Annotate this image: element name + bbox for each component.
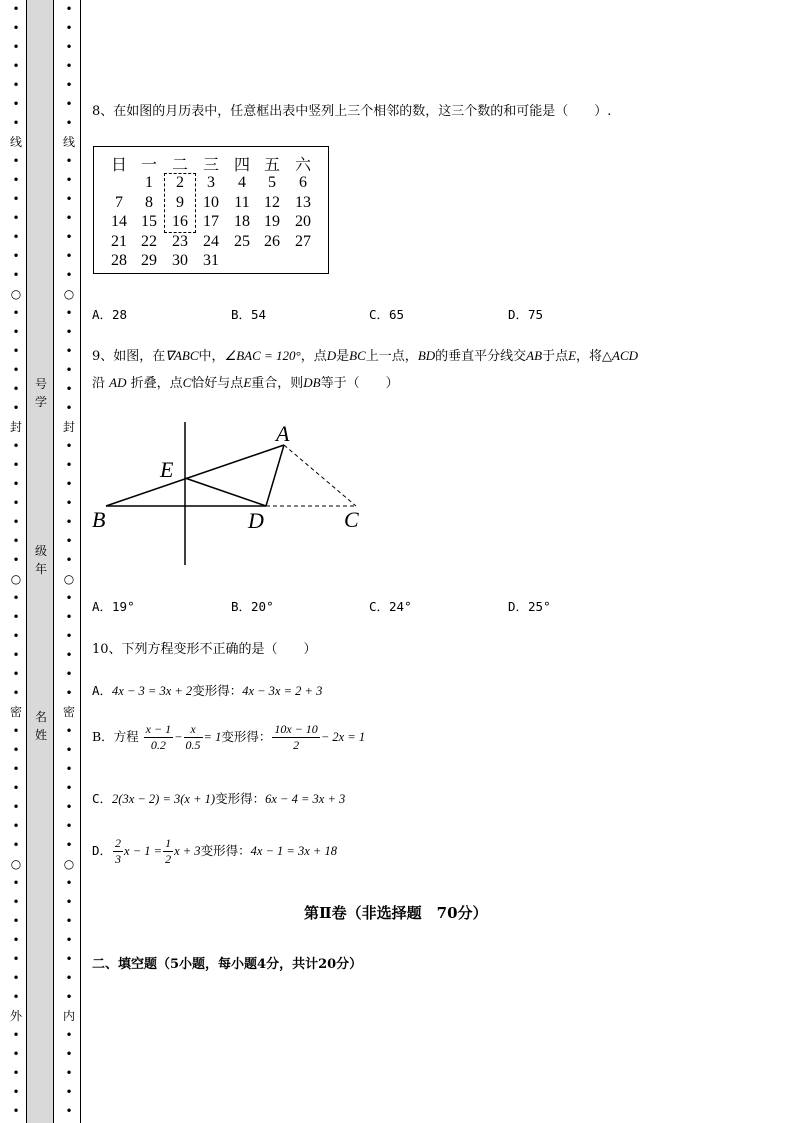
- fill-in-section-heading: 二、填空题（5小题，每小题4分，共计20分）: [92, 957, 363, 972]
- calendar-day-cell: 4: [238, 174, 246, 191]
- calendar-day-cell: 12: [264, 193, 280, 211]
- calendar-day-cell: 3: [207, 174, 215, 191]
- seal-dot: •: [65, 1028, 73, 1042]
- calendar-day-cell: 25: [234, 232, 250, 250]
- seal-dot: •: [65, 781, 73, 795]
- seal-dot: •: [12, 876, 20, 890]
- seal-dot: •: [12, 838, 20, 852]
- q10-option-a[interactable]: A．4x − 3 = 3x + 2变形得：4x − 3x = 2 + 3: [92, 683, 323, 698]
- seal-dot: •: [65, 686, 73, 700]
- calendar-day-cell: 14: [111, 213, 127, 230]
- seal-dot: •: [65, 401, 73, 415]
- calendar-header-cell: 五: [263, 157, 280, 174]
- calendar-day-cell: 21: [111, 232, 127, 250]
- seal-dot: •: [65, 648, 73, 662]
- calendar-day-cell: 28: [111, 252, 127, 269]
- seal-dot: •: [65, 325, 73, 339]
- seal-dot: •: [12, 40, 20, 54]
- seal-dot: •: [12, 344, 20, 358]
- seal-dot: •: [12, 211, 20, 225]
- q8-option-a[interactable]: A．28: [92, 307, 128, 322]
- seal-char: 密: [9, 705, 22, 719]
- seal-dot: •: [65, 477, 73, 491]
- calendar-header-cell: 四: [233, 157, 250, 174]
- seal-dot: •: [12, 648, 20, 662]
- seal-dot: •: [12, 781, 20, 795]
- seal-dot: •: [65, 40, 73, 54]
- seal-char: ○: [10, 857, 22, 871]
- calendar-day-cell: 24: [203, 232, 219, 250]
- seal-char: 封: [9, 420, 22, 434]
- q10-option-d[interactable]: D． $\frac{2}{3}$ x − 1 = $\frac{1}{2}$ x + 3变形得：4x − 1 = 3x + 18: [92, 836, 337, 866]
- calendar-day-cell: 16: [172, 213, 188, 230]
- seal-dot: •: [65, 439, 73, 453]
- q9-option-b[interactable]: B．20°: [231, 599, 274, 614]
- seal-dot: •: [65, 534, 73, 548]
- calendar-day-cell: 23: [172, 232, 188, 250]
- segment-ad: [266, 445, 284, 506]
- label-b: B: [92, 507, 106, 532]
- q9-option-d[interactable]: D．25°: [508, 599, 551, 614]
- seal-dot: •: [12, 1028, 20, 1042]
- seal-dot: •: [12, 686, 20, 700]
- label-d: D: [248, 508, 264, 533]
- seal-dot: •: [65, 933, 73, 947]
- calendar-day-cell: 27: [295, 232, 311, 250]
- question-9-line-2: 沿 AD 折叠，点C恰好与点E重合，则DB等于（ ）: [92, 375, 399, 391]
- label-a: A: [276, 421, 290, 446]
- calendar-day-cell: 20: [295, 213, 311, 230]
- left-seal-column: [9, 0, 23, 1121]
- segment-ba: [106, 445, 284, 506]
- calendar-header-cell: 日: [110, 157, 127, 174]
- question-10-text: 10、下列方程变形不正确的是（ ）: [92, 642, 317, 657]
- seal-dot: •: [65, 154, 73, 168]
- seal-dot: •: [65, 230, 73, 244]
- seal-dot: •: [65, 1085, 73, 1099]
- calendar-dashed-frame: [164, 173, 196, 233]
- seal-dot: •: [65, 382, 73, 396]
- calendar-day-cell: 10: [203, 193, 219, 211]
- question-8-text: 8、在如图的月历表中，任意框出表中竖列上三个相邻的数，这三个数的和可能是（ ）.: [92, 104, 612, 119]
- seal-dot: •: [12, 154, 20, 168]
- seal-dot: •: [65, 667, 73, 681]
- seal-dot: •: [12, 496, 20, 510]
- seal-dot: •: [12, 21, 20, 35]
- calendar-day-cell: 30: [172, 252, 188, 269]
- seal-dot: •: [65, 2, 73, 16]
- seal-dot: •: [12, 1085, 20, 1099]
- seal-dot: •: [65, 952, 73, 966]
- label-e: E: [160, 457, 174, 482]
- seal-dot: •: [12, 230, 20, 244]
- calendar-day-cell: 19: [264, 213, 280, 230]
- calendar-day-cell: 1: [145, 174, 153, 191]
- question-9-line-1: 9、如图，在∇ABC中，∠BAC = 120°，点D是BC上一点，BD的垂直平分线交AB于点E，将△ACD: [92, 348, 639, 364]
- right-seal-column: [62, 0, 76, 1121]
- seal-char: ○: [10, 287, 22, 301]
- seal-dot: •: [12, 1066, 20, 1080]
- seal-char: 线: [62, 135, 75, 149]
- seal-dot: •: [12, 610, 20, 624]
- seal-dot: •: [65, 515, 73, 529]
- seal-dot: •: [12, 78, 20, 92]
- seal-char: 线: [9, 135, 22, 149]
- margin-rule: [80, 0, 81, 1123]
- calendar-day-cell: 9: [176, 193, 184, 211]
- seal-dot: •: [65, 78, 73, 92]
- seal-dot: •: [65, 116, 73, 130]
- q8-option-c[interactable]: C．65: [369, 307, 405, 322]
- seal-char: 密: [62, 705, 75, 719]
- q10-option-b[interactable]: B．方程 $\frac{x - 1}{0.2}$ − $\frac{x}{0.5}$ = 1变形得： $\frac{10x - 10}{2}$ − 2x = 1: [92, 722, 366, 752]
- seal-dot: •: [12, 249, 20, 263]
- q8-option-d[interactable]: D．75: [508, 307, 544, 322]
- seal-dot: •: [65, 895, 73, 909]
- seal-dot: •: [65, 724, 73, 738]
- seal-dot: •: [12, 268, 20, 282]
- seal-dot: •: [65, 268, 73, 282]
- seal-dot: •: [12, 724, 20, 738]
- seal-dot: •: [12, 116, 20, 130]
- seal-dot: •: [65, 629, 73, 643]
- seal-dot: •: [65, 876, 73, 890]
- fraction: $\frac{1}{2}$: [165, 836, 172, 866]
- seal-dot: •: [12, 458, 20, 472]
- seal-dot: •: [65, 914, 73, 928]
- seal-dot: •: [12, 629, 20, 643]
- seal-dot: •: [65, 762, 73, 776]
- seal-dot: •: [12, 952, 20, 966]
- seal-dot: •: [12, 306, 20, 320]
- seal-dot: •: [65, 496, 73, 510]
- calendar-day-cell: 17: [203, 213, 219, 230]
- seal-dot: •: [12, 439, 20, 453]
- calendar-day-cell: 6: [299, 174, 307, 191]
- segment-ac-dashed: [284, 445, 356, 506]
- seal-dot: •: [12, 819, 20, 833]
- fraction: $\frac{2}{3}$: [115, 836, 122, 866]
- seal-dot: •: [12, 2, 20, 16]
- calendar-day-cell: 18: [234, 213, 250, 230]
- seal-dot: •: [65, 591, 73, 605]
- seal-dot: •: [65, 553, 73, 567]
- calendar-day-cell: 7: [115, 193, 123, 211]
- seal-dot: •: [65, 743, 73, 757]
- seal-dot: •: [65, 344, 73, 358]
- seal-dot: •: [12, 97, 20, 111]
- seal-dot: •: [12, 553, 20, 567]
- calendar-header-cell: 二: [171, 157, 188, 174]
- seal-dot: •: [65, 1066, 73, 1080]
- calendar-day-cell: 22: [141, 232, 157, 250]
- q9-option-a[interactable]: A．19°: [92, 599, 135, 614]
- seal-dot: •: [12, 534, 20, 548]
- fraction: $\frac{x}{0.5}$: [185, 722, 201, 752]
- seal-dot: •: [65, 1047, 73, 1061]
- seal-dot: •: [12, 192, 20, 206]
- seal-dot: •: [65, 97, 73, 111]
- seal-dot: •: [12, 667, 20, 681]
- seal-dot: •: [12, 914, 20, 928]
- seal-dot: •: [12, 382, 20, 396]
- seal-dot: •: [12, 401, 20, 415]
- seal-dot: •: [12, 363, 20, 377]
- seal-char: ○: [63, 572, 75, 586]
- seal-dot: •: [12, 895, 20, 909]
- seal-dot: •: [12, 59, 20, 73]
- label-c: C: [344, 507, 359, 532]
- grade-label: 级 年: [34, 544, 47, 576]
- student-id-label: 号 学: [34, 377, 47, 409]
- seal-dot: •: [12, 762, 20, 776]
- calendar-day-cell: 5: [268, 174, 276, 191]
- seal-char: ○: [10, 572, 22, 586]
- seal-dot: •: [12, 990, 20, 1004]
- seal-dot: •: [12, 325, 20, 339]
- calendar-day-cell: 11: [234, 193, 250, 211]
- seal-dot: •: [12, 1047, 20, 1061]
- seal-dot: •: [12, 173, 20, 187]
- seal-char: ○: [63, 857, 75, 871]
- seal-dot: •: [65, 610, 73, 624]
- q10-option-c[interactable]: C．2(3x − 2) = 3(x + 1)变形得：6x − 4 = 3x + 3: [92, 791, 346, 806]
- seal-char: ○: [63, 287, 75, 301]
- q8-option-b[interactable]: B．54: [231, 307, 267, 322]
- name-label: 名 姓: [34, 710, 47, 742]
- seal-dot: •: [65, 306, 73, 320]
- seal-dot: •: [65, 59, 73, 73]
- calendar-header-cell: 三: [202, 157, 219, 174]
- seal-dot: •: [65, 249, 73, 263]
- fraction: $\frac{x - 1}{0.2}$: [145, 722, 172, 752]
- calendar-day-cell: 26: [264, 232, 280, 250]
- calendar-day-cell: 29: [141, 252, 157, 269]
- seal-dot: •: [12, 591, 20, 605]
- calendar-day-cell: 8: [145, 193, 153, 211]
- fraction: $\frac{10x - 10}{2}$: [274, 722, 318, 752]
- seal-char: 内: [62, 1009, 75, 1023]
- calendar-day-cell: 2: [176, 174, 184, 191]
- q9-option-c[interactable]: C．24°: [369, 599, 412, 614]
- seal-dot: •: [65, 1104, 73, 1118]
- seal-dot: •: [12, 1104, 20, 1118]
- seal-dot: •: [65, 363, 73, 377]
- seal-dot: •: [12, 971, 20, 985]
- seal-dot: •: [12, 933, 20, 947]
- seal-dot: •: [65, 192, 73, 206]
- seal-dot: •: [65, 211, 73, 225]
- seal-dot: •: [12, 477, 20, 491]
- seal-dot: •: [65, 990, 73, 1004]
- calendar-header-cell: 六: [294, 157, 311, 174]
- section-2-title: 第Ⅱ卷（非选择题 70分）: [304, 904, 488, 922]
- seal-dot: •: [12, 800, 20, 814]
- seal-dot: •: [65, 800, 73, 814]
- seal-char: 外: [9, 1009, 22, 1023]
- triangle-figure: [88, 415, 378, 575]
- segment-ed: [185, 478, 266, 506]
- seal-dot: •: [65, 173, 73, 187]
- seal-dot: •: [65, 21, 73, 35]
- seal-dot: •: [65, 971, 73, 985]
- seal-dot: •: [65, 838, 73, 852]
- calendar-day-cell: 31: [203, 252, 219, 269]
- calendar-day-cell: 13: [295, 193, 311, 211]
- seal-dot: •: [12, 743, 20, 757]
- calendar-table: [93, 146, 329, 274]
- seal-dot: •: [65, 819, 73, 833]
- seal-dot: •: [12, 515, 20, 529]
- seal-dot: •: [65, 458, 73, 472]
- seal-char: 封: [62, 420, 75, 434]
- calendar-header-cell: 一: [140, 157, 157, 174]
- calendar-day-cell: 15: [141, 213, 157, 230]
